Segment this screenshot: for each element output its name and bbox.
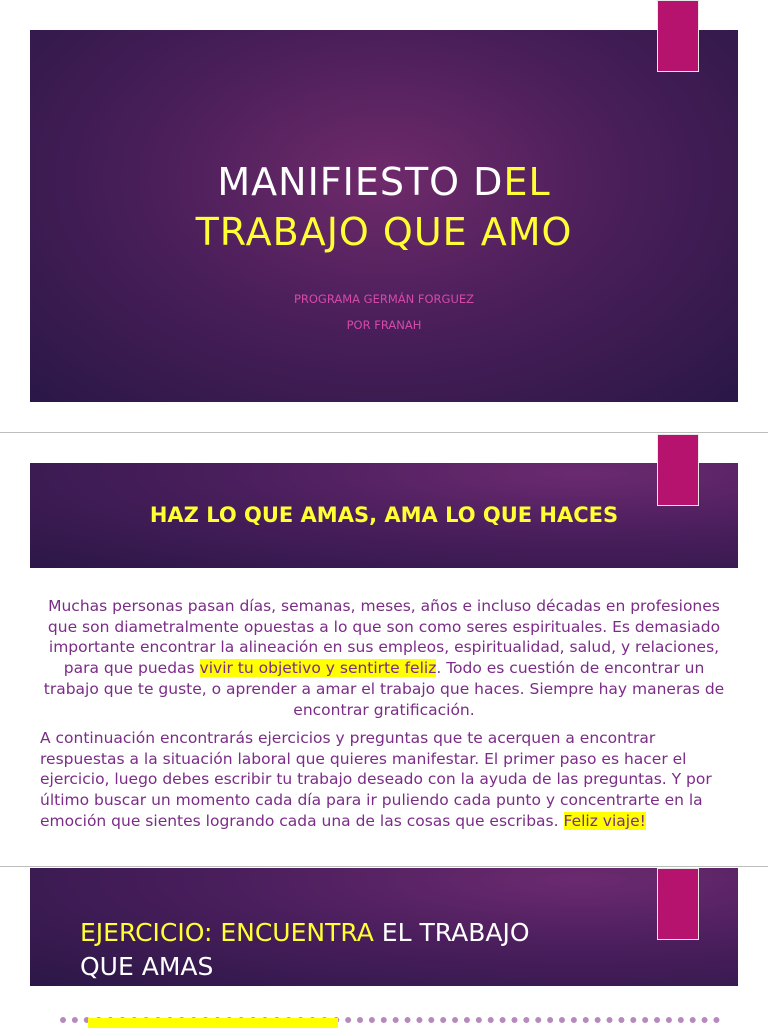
slide-divider [0, 866, 768, 867]
slide2-header-band [30, 463, 738, 568]
cropped-highlight [88, 1018, 338, 1028]
slide2-heading: HAZ LO QUE AMAS, AMA LO QUE HACES [149, 503, 619, 527]
accent-tab-slide3 [657, 868, 699, 940]
slide-divider [0, 432, 768, 433]
slide-subtitle-program: PROGRAMA GERMÁN FORGUEZ [293, 292, 475, 306]
accent-tab-slide1 [657, 0, 699, 72]
slide-title-line1: MANIFIESTO DEL [217, 160, 551, 204]
slide-subtitle-author: POR FRANAH [346, 318, 422, 332]
highlight-text: vivir tu objetivo y sentirte feliz [199, 659, 437, 678]
slide3-header-band [30, 868, 738, 986]
title-slide [30, 30, 738, 402]
slide2-paragraph-instructions: A continuación encontrarás ejercicios y preguntas que te acerquen a encontrar respuestas a la situación laboral que quieres manifestar. El primer paso es hacer el ejercicio, luego debes escribir tu trabajo deseado con la ayuda de las preguntas. Y por último buscar un momento cada día para ir puliendo cada punto y concentrarte en la emoción que sientes logrando cada una de las cosas que escribas. Feliz viaje! [40, 729, 712, 830]
slide2-paragraph-intro: Muchas personas pasan días, semanas, meses, años e incluso décadas en profesiones que son diametralmente opuestas a lo que son como seres espirituales. Es demasiado importante encontrar la alineación en sus empleos, espiritualidad, salud, y relaciones, para que puedas vivir tu objetivo y sentirte feliz. Todo es cuestión de encontrar un trabajo que te guste, o aprender a amar el trabajo que haces. Siempre hay maneras de encontrar gratificación. [43, 597, 725, 719]
highlight-feliz-viaje: Feliz viaje! [563, 811, 646, 830]
slide3-heading: EJERCICIO: ENCUENTRA EL TRABAJO QUE AMAS [80, 918, 530, 981]
slide-title-line2: TRABAJO QUE AMO [195, 210, 573, 254]
accent-tab-slide2 [657, 434, 699, 506]
